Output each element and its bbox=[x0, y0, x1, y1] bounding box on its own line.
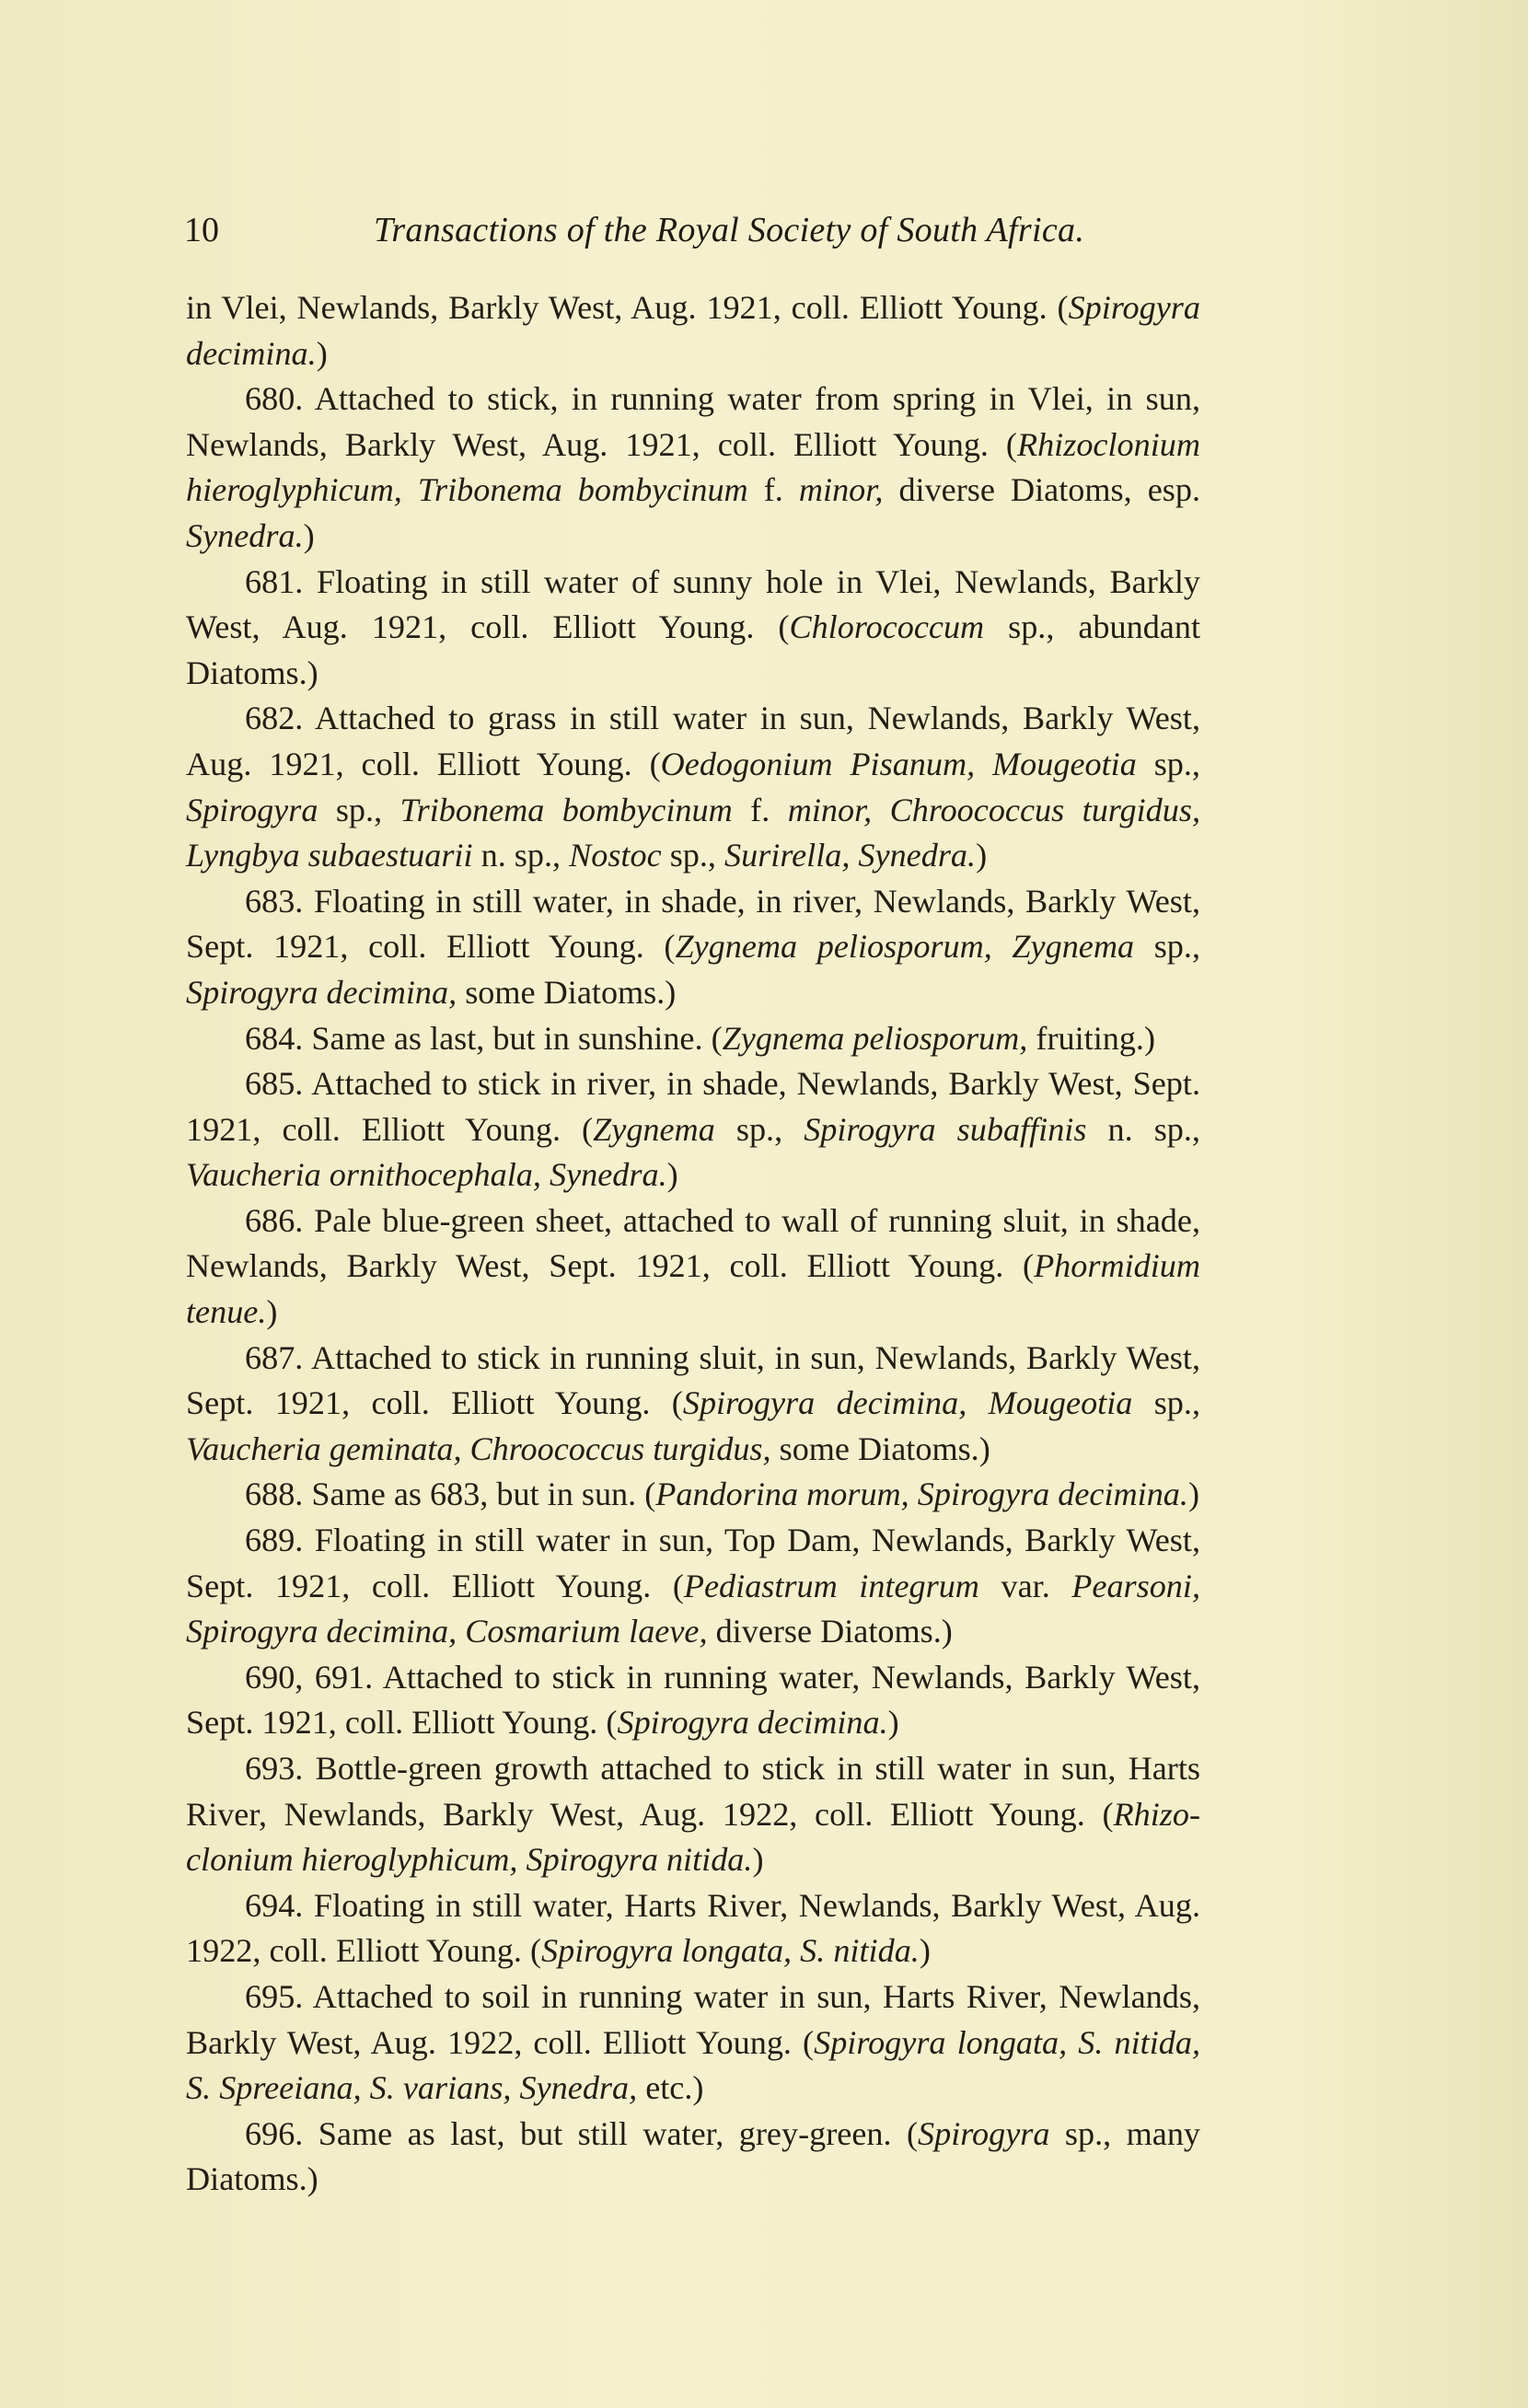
entry-text: 686. Pale blue-green sheet, attached to wall of running sluit, in shade, Newlands, Barkly West, Sept. 1921, coll. Elliott Young. ( bbox=[186, 1201, 1200, 1285]
entry-text: 688. Same as 683, but in sun. ( bbox=[245, 1476, 656, 1513]
taxon-name: Rhizo-clonium hieroglyphicum, Spirogyra nitida. bbox=[186, 1795, 1200, 1879]
entry-text: in Vlei, Newlands, Barkly West, Aug. 1921, coll. Elliott Young. ( bbox=[186, 289, 1069, 326]
taxon-name: Rhizoclonium hieroglyphicum, Tribonema bombycinum bbox=[186, 425, 1200, 509]
entry-text: 687. Attached to stick in running sluit, in sun, Newlands, Barkly West, Sept. 1921, coll. Elliott Young. ( bbox=[186, 1338, 1200, 1422]
taxon-name: Pediastrum integrum bbox=[683, 1567, 979, 1604]
taxon-name: Tribonema bombycinum bbox=[399, 791, 733, 828]
entry-text: fruiting.) bbox=[1027, 1019, 1156, 1057]
taxon-name: minor, bbox=[798, 471, 884, 509]
specimen-entry bbox=[186, 1883, 1200, 1974]
entry-text: sp., abundant Diatoms.) bbox=[186, 608, 1200, 691]
entry-text: etc.) bbox=[637, 2069, 704, 2107]
specimen-entry bbox=[186, 1472, 1200, 1518]
specimen-entry bbox=[186, 1198, 1200, 1336]
entry-text: 689. Floating in still water in sun, Top Dam, Newlands, Barkly West, Sept. 1921, coll. Elliott Young. ( bbox=[186, 1522, 1200, 1604]
entry-text: sp., bbox=[1134, 928, 1200, 966]
entry-text: ) bbox=[919, 1932, 931, 1970]
page-number: 10 bbox=[184, 211, 219, 249]
taxon-name: Vaucheria ornithocephala, Synedra. bbox=[186, 1156, 667, 1194]
entry-text: n. sp., bbox=[472, 837, 570, 874]
entry-text: diverse Diatoms, esp. bbox=[883, 471, 1200, 509]
entry-text: 684. Same as last, but in sunshine. ( bbox=[245, 1019, 723, 1057]
entry-text: var. bbox=[978, 1567, 1072, 1604]
entry-text: ) bbox=[752, 1841, 764, 1879]
entry-text: ) bbox=[1187, 1476, 1199, 1513]
taxon-name: Spirogyra longata, S. nitida. bbox=[541, 1932, 920, 1970]
entry-text: 681. Floating in still water of sunny hole in Vlei, Newlands, Barkly West, Aug. 1921, coll. Elliott Young. ( bbox=[186, 562, 1200, 646]
entry-text: 682. Attached to grass in still water in sun, Newlands, Barkly West, Aug. 1921, coll. Elliott Young. ( bbox=[186, 700, 1200, 782]
entry-text: ) bbox=[303, 516, 315, 554]
entry-text: some Diatoms.) bbox=[770, 1430, 990, 1467]
taxon-name: Spirogyra decimina, Mougeotia bbox=[682, 1384, 1133, 1422]
taxon-name: Spirogyra decimina. bbox=[617, 1704, 888, 1742]
entry-text: 695. Attached to soil in running water in sun, Harts River, Newlands, Barkly West, Aug. 1922, coll. Elliott Young. ( bbox=[186, 1977, 1200, 2061]
taxon-name: Zygnema bbox=[593, 1110, 715, 1148]
taxon-name: minor, Chroococcus turgidus, Lyngbya subaestuarii bbox=[186, 791, 1200, 874]
taxon-name: Spirogyra bbox=[186, 791, 318, 828]
entry-text: 693. Bottle-green growth attached to stick in still water in sun, Harts River, Newlands, Barkly West, Aug. 1922, coll. Elliott Young. ( bbox=[186, 1750, 1200, 1833]
taxon-name: Chlorococcum bbox=[789, 608, 985, 646]
specimen-entry bbox=[186, 696, 1200, 878]
entry-text: ) bbox=[666, 1156, 678, 1194]
specimen-entry bbox=[186, 879, 1200, 1016]
entry-text: 696. Same as last, but still water, grey-green. ( bbox=[245, 2114, 919, 2152]
entry-text: ) bbox=[266, 1293, 278, 1331]
entry-text: f. bbox=[732, 791, 788, 828]
taxon-name: Spirogyra longata, S. nitida, S. Spreeiana, S. varians, Synedra, bbox=[186, 2023, 1200, 2107]
taxon-name: Zygnema peliosporum, bbox=[722, 1019, 1028, 1057]
taxon-name: Spirogyra bbox=[918, 2114, 1050, 2152]
taxon-name: Zygnema peliosporum, Zygnema bbox=[675, 928, 1135, 966]
paragraph-continuation bbox=[186, 285, 1200, 376]
entry-text: sp., many Diatoms.) bbox=[186, 2114, 1201, 2198]
specimen-entry bbox=[186, 1016, 1200, 1062]
taxon-name: Surirella, Synedra. bbox=[724, 837, 977, 874]
taxon-name: Spirogyra decimina, bbox=[186, 973, 457, 1011]
entry-text: sp., bbox=[661, 837, 725, 874]
taxon-name: Nostoc bbox=[569, 837, 662, 874]
entry-text: 690, 691. Attached to stick in running water, Newlands, Barkly West, Sept. 1921, coll. Elliott Young. ( bbox=[186, 1658, 1200, 1742]
entry-text: diverse Diatoms.) bbox=[707, 1613, 953, 1650]
specimen-entry bbox=[186, 1974, 1200, 2112]
specimen-entry bbox=[186, 1655, 1200, 1746]
taxon-name: Oedogonium Pisanum, Mougeotia bbox=[660, 745, 1137, 782]
taxon-name: Pandorina morum, Spirogyra decimina. bbox=[655, 1476, 1188, 1513]
taxon-name: Phormidium tenue. bbox=[186, 1247, 1200, 1331]
entry-text: 694. Floating in still water, Harts River, Newlands, Barkly West, Aug. 1922, coll. Elliott Young. ( bbox=[186, 1886, 1200, 1970]
entry-text: n. sp., bbox=[1086, 1110, 1200, 1148]
entry-text: some Diatoms.) bbox=[457, 973, 677, 1011]
entry-text: sp., bbox=[714, 1110, 805, 1148]
entry-text: ) bbox=[887, 1704, 899, 1742]
entry-text: ) bbox=[316, 334, 328, 372]
taxon-name: Synedra. bbox=[186, 516, 304, 554]
specimen-entry bbox=[186, 376, 1200, 559]
entry-text: sp., bbox=[318, 791, 400, 828]
entry-text: ) bbox=[976, 837, 988, 874]
entry-text: sp., bbox=[1132, 1384, 1200, 1422]
specimen-entry bbox=[186, 1336, 1200, 1473]
taxon-name: Spirogyra decimina. bbox=[186, 289, 1200, 372]
specimen-entry bbox=[186, 1061, 1200, 1198]
entry-text: 680. Attached to stick, in running water from spring in Vlei, in sun, Newlands, Barkly West, Aug. 1921, coll. Elliott Young. ( bbox=[186, 380, 1200, 463]
taxon-name: Spirogyra subaffinis bbox=[804, 1110, 1087, 1148]
specimen-entry bbox=[186, 2112, 1200, 2203]
running-title: Transactions of the Royal Society of South Africa. bbox=[374, 211, 1085, 249]
entry-text: 683. Floating in still water, in shade, in river, Newlands, Barkly West, Sept. 1921, coll. Elliott Young. ( bbox=[186, 882, 1200, 966]
entry-text: sp., bbox=[1136, 745, 1200, 782]
page-header bbox=[184, 203, 1198, 258]
specimen-entry bbox=[186, 1518, 1200, 1655]
specimen-entry bbox=[186, 560, 1200, 697]
body-text bbox=[186, 285, 1200, 2203]
taxon-name: Pearsoni, Spirogyra decimina, Cosmarium laeve, bbox=[186, 1567, 1200, 1650]
taxon-name: Vaucheria geminata, Chroococcus turgidus, bbox=[186, 1430, 771, 1467]
specimen-entry bbox=[186, 1746, 1200, 1883]
entry-text: 685. Attached to stick in river, in shade, Newlands, Barkly West, Sept. 1921, coll. Elliott Young. ( bbox=[186, 1065, 1200, 1148]
entry-text: f. bbox=[747, 471, 799, 509]
